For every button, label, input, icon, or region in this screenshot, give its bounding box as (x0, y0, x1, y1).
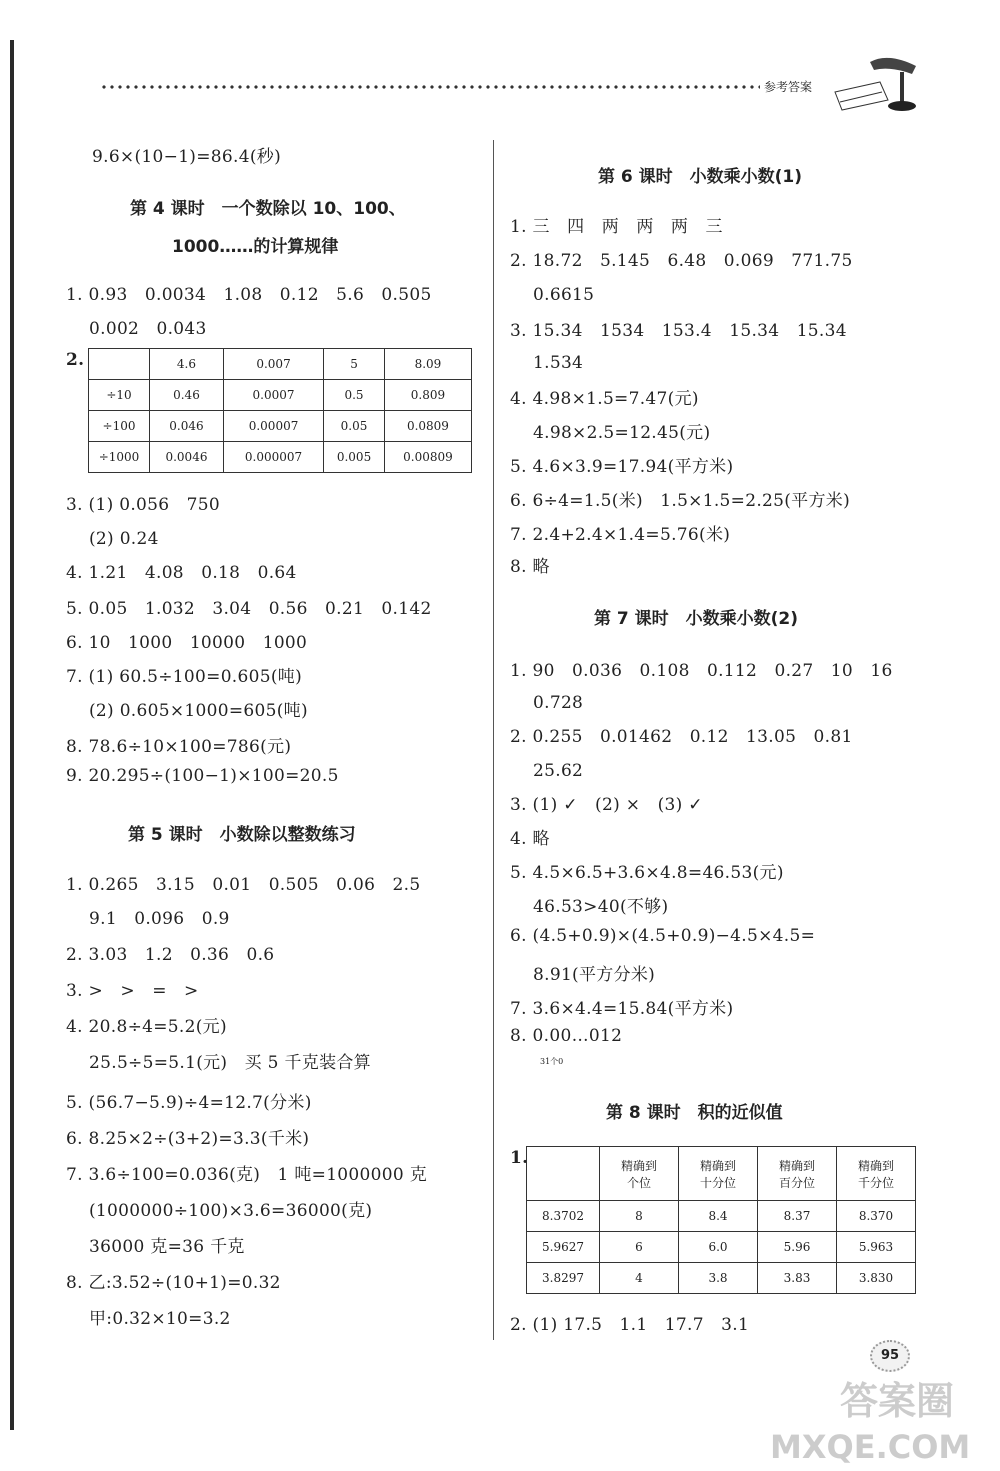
table-cell: 3.830 (837, 1263, 916, 1294)
table-cell: 0.005 (324, 442, 385, 473)
answer-line: 4. 4.98×1.5=7.47(元) (510, 389, 699, 409)
answer-line: 1. 0.265 3.15 0.01 0.505 0.06 2.5 (66, 875, 421, 895)
answer-line: 5. 4.6×3.9=17.94(平方米) (510, 457, 734, 477)
table-cell: 4.6 (150, 349, 224, 380)
answer-line: 0.728 (510, 693, 584, 713)
answer-line: 1. 90 0.036 0.108 0.112 0.27 10 16 (510, 661, 893, 681)
table-cell: 精确到 百分位 (758, 1147, 837, 1201)
answer-line: 4. 20.8÷4=5.2(元) (66, 1017, 227, 1037)
answer-line: 6. 8.25×2÷(3+2)=3.3(千米) (66, 1129, 310, 1149)
answer-line: 3. (1) ✓ (2) × (3) ✓ (510, 795, 703, 815)
answer-line: 4. 1.21 4.08 0.18 0.64 (66, 563, 297, 583)
table-cell: 0.809 (384, 380, 471, 411)
answer-line: 4. 略 (510, 829, 550, 849)
table-row (527, 1201, 916, 1232)
table-cell: 精确到 个位 (600, 1147, 679, 1201)
answer-line: 46.53>40(不够) (510, 897, 669, 917)
table-cell: 0.00809 (384, 442, 471, 473)
table-cell: 4 (600, 1263, 679, 1294)
table-cell: ÷1000 (89, 442, 150, 473)
answer-line: 5. 0.05 1.032 3.04 0.56 0.21 0.142 (66, 599, 432, 619)
table-cell: 8.370 (837, 1201, 916, 1232)
section6-title: 第 6 课时 小数乘小数(1) (598, 167, 803, 187)
answer-line: 1. 三 四 两 两 两 三 (510, 217, 723, 237)
table-cell: 0.5 (324, 380, 385, 411)
answer-line: 4.98×2.5=12.45(元) (510, 423, 711, 443)
answer-line: 6. (4.5+0.9)×(4.5+0.9)−4.5×4.5= (510, 926, 816, 946)
answer-line: 2. 18.72 5.145 6.48 0.069 771.75 (510, 251, 853, 271)
answer-line: 6. 6÷4=1.5(米) 1.5×1.5=2.25(平方米) (510, 491, 851, 511)
table-cell: 精确到 十分位 (679, 1147, 758, 1201)
table-cell: 0.46 (150, 380, 224, 411)
answer-line: 0.002 0.043 (66, 319, 207, 339)
table-cell (527, 1147, 600, 1201)
answer-line: 8. 0.00…012 (510, 1026, 623, 1046)
table-cell: 0.046 (150, 411, 224, 442)
answer-line: 0.6615 (510, 285, 595, 305)
answer-line: 甲:0.32×10=3.2 (66, 1309, 231, 1329)
table-cell: 6 (600, 1232, 679, 1263)
table-row (527, 1263, 916, 1294)
page-number: 95 (870, 1340, 910, 1372)
answer-line: 3. 15.34 1534 153.4 15.34 15.34 (510, 321, 847, 341)
table-cell: 3.83 (758, 1263, 837, 1294)
answer-line: 7. 3.6×4.4=15.84(平方米) (510, 999, 734, 1019)
lamp-books-icon (830, 52, 920, 122)
approx-table (526, 1146, 916, 1294)
table-cell: 精确到 千分位 (837, 1147, 916, 1201)
answer-line: 5. 4.5×6.5+3.6×4.8=46.53(元) (510, 863, 784, 883)
table-cell: 8 (600, 1201, 679, 1232)
answer-line: 3. > > = > (66, 981, 199, 1001)
table-row (89, 442, 472, 473)
brace-note: 31个0 (540, 1057, 564, 1066)
watermark-text: MXQE.COM (770, 1428, 971, 1466)
table-cell: 0.0809 (384, 411, 471, 442)
table-cell: 5 (324, 349, 385, 380)
table-cell: 0.0007 (223, 380, 323, 411)
answer-line: 8. 78.6÷10×100=786(元) (66, 737, 292, 757)
table-cell: 8.3702 (527, 1201, 600, 1232)
section8-title: 第 8 课时 积的近似值 (606, 1103, 783, 1123)
table-row (89, 349, 472, 380)
column-divider (493, 140, 494, 1340)
page-spine-bar (10, 40, 14, 1430)
answer-line: 2. (1) 17.5 1.1 17.7 3.1 (510, 1315, 750, 1335)
divide-table (88, 348, 472, 473)
table-cell: 0.000007 (223, 442, 323, 473)
answer-line: 7. 2.4+2.4×1.4=5.76(米) (510, 525, 731, 545)
answer-line: 3. (1) 0.056 750 (66, 495, 221, 515)
left-top-line: 9.6×(10−1)=86.4(秒) (92, 147, 281, 167)
answer-line: 8. 略 (510, 557, 550, 577)
answer-line: 8.91(平方分米) (510, 965, 656, 985)
answer-line: 2. 0.255 0.01462 0.12 13.05 0.81 (510, 727, 853, 747)
table-row (527, 1232, 916, 1263)
answer-line: 9.1 0.096 0.9 (66, 909, 230, 929)
table-cell: ÷100 (89, 411, 150, 442)
section4-title: 第 4 课时 一个数除以 10、100、 (130, 199, 406, 219)
section7-title: 第 7 课时 小数乘小数(2) (594, 609, 799, 629)
table-row (89, 411, 472, 442)
answer-line: 25.62 (510, 761, 584, 781)
question-number: 2. (66, 350, 85, 370)
answer-line: 36000 克=36 千克 (66, 1237, 245, 1257)
header-label: 参考答案 (764, 80, 813, 94)
table-row (89, 380, 472, 411)
table-cell: 0.0046 (150, 442, 224, 473)
watermark-logo: 答案圈 (840, 1379, 955, 1423)
section5-title: 第 5 课时 小数除以整数练习 (128, 825, 356, 845)
table-cell: 5.96 (758, 1232, 837, 1263)
table-cell: 5.9627 (527, 1232, 600, 1263)
table-cell: 8.37 (758, 1201, 837, 1232)
answer-line: (1000000÷100)×3.6=36000(克) (66, 1201, 373, 1221)
answer-line: 25.5÷5=5.1(元) 买 5 千克装合算 (66, 1053, 371, 1073)
table-cell: 8.09 (384, 349, 471, 380)
answer-line: (2) 0.605×1000=605(吨) (66, 701, 308, 721)
answer-line: 6. 10 1000 10000 1000 (66, 633, 308, 653)
table-row (527, 1147, 916, 1201)
answer-line: 5. (56.7−5.9)÷4=12.7(分米) (66, 1093, 312, 1113)
table-cell: 0.05 (324, 411, 385, 442)
header-dotted-rule (100, 84, 760, 90)
answer-line: 7. 3.6÷100=0.036(克) 1 吨=1000000 克 (66, 1165, 428, 1185)
table-cell: 5.963 (837, 1232, 916, 1263)
question-number: 1. (510, 1148, 529, 1168)
table-cell: 0.00007 (223, 411, 323, 442)
table-cell: 6.0 (679, 1232, 758, 1263)
table-cell: 8.4 (679, 1201, 758, 1232)
table-cell: ÷10 (89, 380, 150, 411)
answer-line: (2) 0.24 (66, 529, 159, 549)
answer-line: 8. 乙:3.52÷(10+1)=0.32 (66, 1273, 281, 1293)
answer-line: 1.534 (510, 353, 584, 373)
answer-line: 1. 0.93 0.0034 1.08 0.12 5.6 0.505 (66, 285, 432, 305)
table-cell: 0.007 (223, 349, 323, 380)
table-cell (89, 349, 150, 380)
answer-line: 7. (1) 60.5÷100=0.605(吨) (66, 667, 303, 687)
section4-title-cont: 1000……的计算规律 (172, 237, 339, 257)
answer-line: 9. 20.295÷(100−1)×100=20.5 (66, 766, 339, 786)
table-cell: 3.8 (679, 1263, 758, 1294)
table-cell: 3.8297 (527, 1263, 600, 1294)
answer-line: 2. 3.03 1.2 0.36 0.6 (66, 945, 275, 965)
